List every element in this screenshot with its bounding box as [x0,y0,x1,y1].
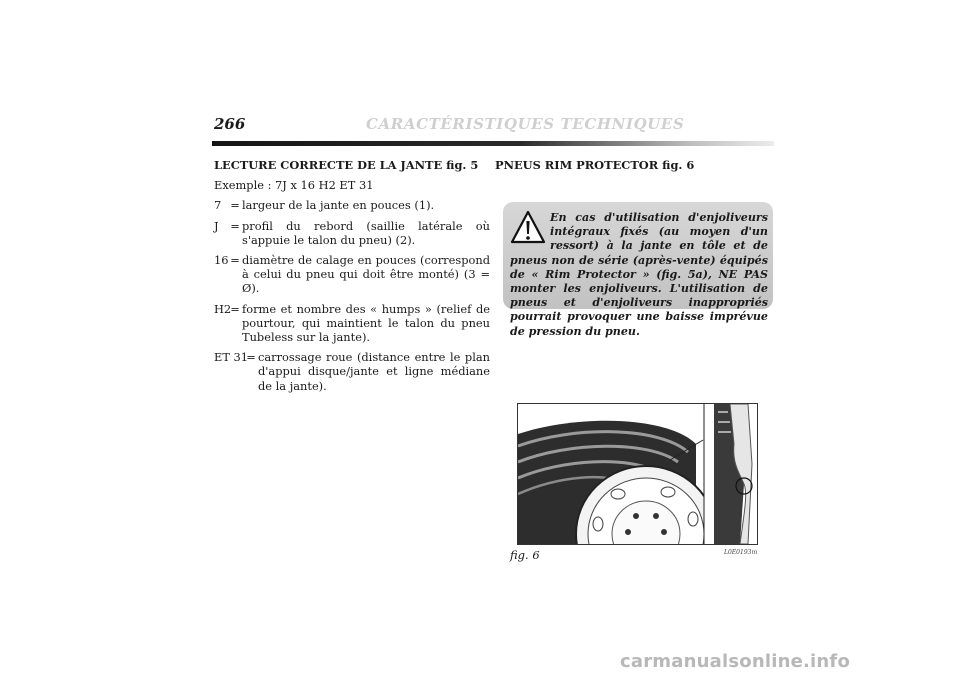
definition-equals: = [230,218,240,233]
rim-reading-heading: LECTURE CORRECTE DE LA JANTE fig. 5 [214,158,479,172]
tire-section-detail-icon [704,404,757,544]
header-rule [212,141,774,146]
definition-equals: = [230,253,240,268]
definition-item [214,198,490,212]
definition-term: J [214,218,219,233]
figure-6-illustration [517,403,758,545]
definition-desc: largeur de la jante en pouces (1). [242,198,435,213]
definition-term: 7 [214,198,222,213]
tire-illustration [518,404,757,544]
figure-label: fig. 6 [510,548,540,562]
definition-desc: diamètre de calage en pouces (correspond à celui du pneu qui doit être monté) (3 = Ø). [242,253,490,296]
definition-equals: = [246,350,256,365]
warning-content [510,211,768,339]
definition-item [214,253,490,296]
left-column [214,158,490,393]
definition-item [214,350,490,393]
definition-desc: profil du rebord (saillie latérale où s'appuie le talon du pneu) (2). [242,218,490,247]
definition-equals: = [230,301,240,316]
definition-equals: = [230,198,240,213]
definition-term: H2 [214,301,232,316]
definition-desc: carrossage roue (distance entre le plan d'appui disque/jante et ligne médiane de la jante). [258,350,490,393]
warning-text: En cas d'utilisation d'enjoliveurs intégraux fixés (au moyen d'un ressort) à la jante en tôle et de pneus non de série (après-vente) équipés de « Rim Protector » (fig. 5a), NE PAS monter les enjoliveurs. L'utilisation de pneus et d'enjoliveurs inappropriés pourrait provoquer une baisse imprévue de pression du pneu. [510,211,768,338]
definition-item [214,219,490,247]
figure-code: L0E0193m [724,549,758,556]
rim-protector-heading: PNEUS RIM PROTECTOR fig. 6 [495,158,695,172]
watermark: carmanualsonline.info [620,651,851,672]
definition-term: ET 31 [214,350,249,365]
warning-box [503,202,773,338]
definition-item [214,302,490,345]
definition-term: 16 [214,253,229,268]
rim-example: Exemple : 7J x 16 H2 ET 31 [214,178,374,193]
chapter-title: CARACTÉRISTIQUES TECHNIQUES [366,115,685,133]
warning-triangle-icon [510,210,546,244]
page-number: 266 [214,115,246,133]
definition-desc: forme et nombre des « humps » (relief de pourtour, qui maintient le talon du pneu Tubeless sur la jante). [242,301,490,345]
